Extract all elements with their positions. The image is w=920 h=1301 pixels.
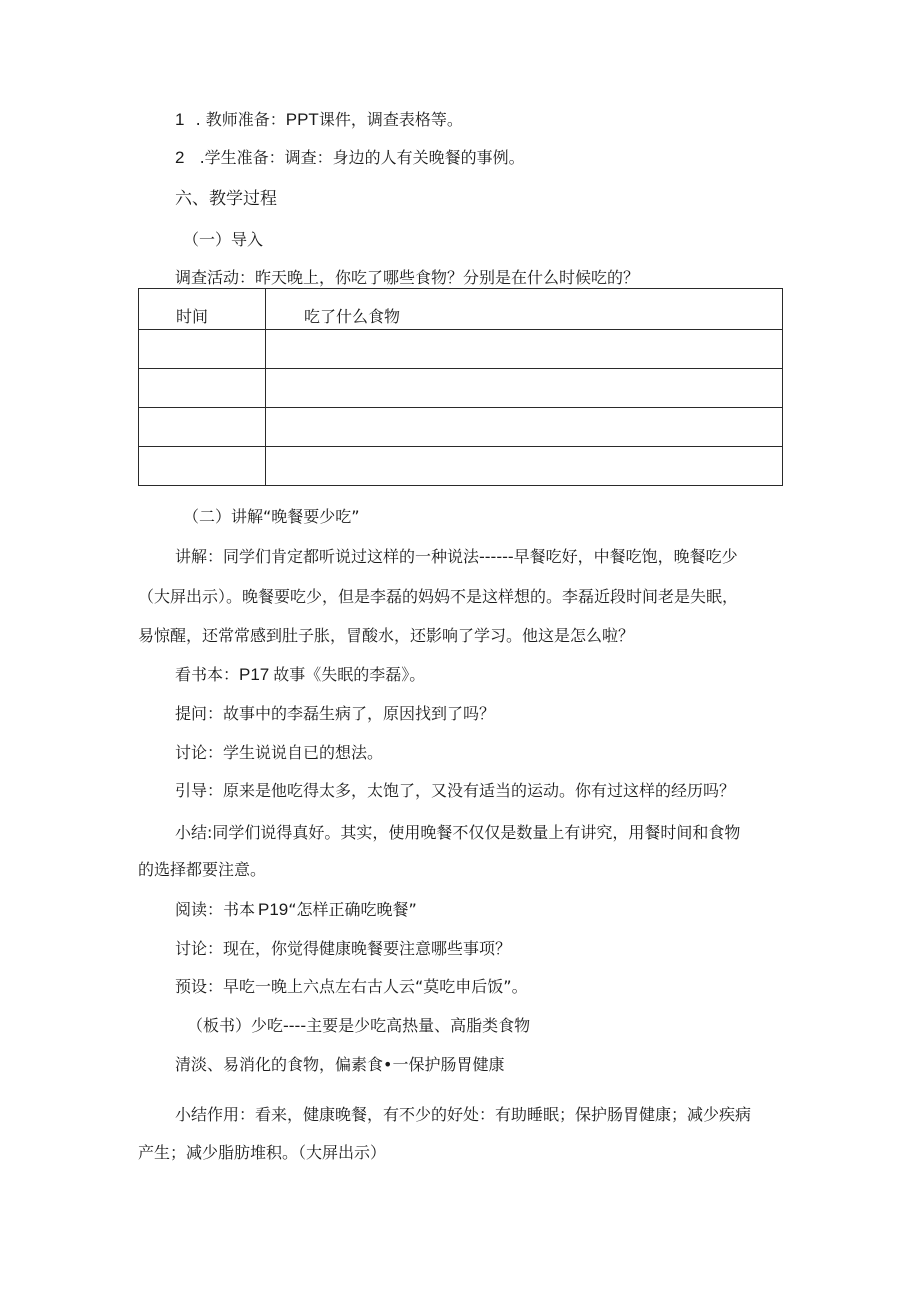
read-book-label: 看书本： [175, 665, 240, 684]
table-cell [266, 447, 783, 486]
reading-title: “怎样正确吃晚餐” [288, 900, 417, 919]
table-row [139, 447, 783, 486]
guide-line: 引导：原来是他吃得太多，太饱了，又没有适当的运动。你有过这样的经历吗？ [175, 781, 736, 800]
explain-line-2: （大屏出示）。晚餐要吃少，但是李磊的妈妈不是这样想的。李磊近段时间老是失眠， [138, 587, 739, 606]
prep-item-1-number: 1 [175, 110, 185, 129]
preset-line: 预设：早吃一晚上六点左右古人云“莫吃申后饭”。 [175, 977, 528, 996]
section-title-teaching-process: 六、教学过程 [175, 189, 277, 209]
summary-2-line-2: 产生；减少脂肪堆积。（大屏出示） [138, 1143, 387, 1162]
survey-table-header-time-label: 时间 [176, 307, 209, 326]
table-cell [266, 408, 783, 447]
discussion-line-2: 讨论：现在，你觉得健康晚餐要注意哪些事项？ [175, 939, 512, 958]
discussion-line-1: 讨论：学生说说自已的想法。 [175, 743, 384, 762]
survey-table-header-food-label: 吃了什么食物 [304, 307, 401, 326]
prep-item-2-text: .学生准备：调查：身边的人有关晚餐的事例。 [199, 148, 525, 167]
reading-page: P19 [258, 900, 289, 919]
table-cell [139, 408, 266, 447]
table-row [139, 330, 783, 369]
explain-line-1: 讲解：同学们肯定都听说过这样的一种说法------早餐吃好，中餐吃饱，晚餐吃少 [175, 547, 738, 566]
prep-item-1-ppt: PPT [285, 110, 319, 129]
reading-label: 阅读：书本 [175, 900, 256, 919]
survey-table-header-row [139, 289, 783, 330]
table-cell [139, 369, 266, 408]
read-book-story: 故事《失眠的李磊》。 [273, 665, 426, 684]
survey-table-header-food [266, 289, 783, 330]
explain-line-3: 易惊醒，还常常感到肚子胀，冒酸水，还影响了学习。他这是怎么啦？ [138, 626, 635, 645]
summary-2-line-1: 小结作用：看来，健康晚餐，有不少的好处：有助睡眠；保护肠胃健康；减少疾病 [175, 1105, 752, 1124]
survey-table [138, 288, 783, 486]
table-cell [266, 369, 783, 408]
prep-item-teacher [175, 110, 463, 130]
light-food-line: 清淡、易消化的食物，偏素食•一保护肠胃健康 [175, 1055, 505, 1074]
prep-item-1-rest: 课件，调查表格等。 [318, 110, 463, 129]
table-row [139, 408, 783, 447]
question-line: 提问：故事中的李磊生病了，原因找到了吗？ [175, 704, 496, 723]
read-book-line [175, 665, 425, 685]
part2-heading: （二）讲解“晚餐要少吃” [183, 507, 360, 526]
board-writing-line: （板书）少吃----主要是少吃高热量、高脂类食物 [187, 1016, 531, 1035]
prep-item-2-number: 2 [175, 148, 185, 167]
summary-1-line-1: 小结:同学们说得真好。其实，使用晚餐不仅仅是数量上有讲究，用餐时间和食物 [175, 823, 741, 842]
survey-table-header-time [139, 289, 266, 330]
table-cell [139, 330, 266, 369]
summary-1-line-2: 的选择都要注意。 [138, 860, 267, 879]
survey-activity-text: 调查活动：昨天晚上，你吃了哪些食物？分别是在什么时候吃的？ [175, 268, 640, 287]
table-row [139, 369, 783, 408]
read-book-page: P17 [239, 665, 270, 684]
table-cell [266, 330, 783, 369]
prep-item-1-label: . 教师准备： [195, 110, 286, 129]
part1-heading: （一）导入 [183, 230, 264, 249]
prep-item-student [175, 148, 525, 168]
reading-line [175, 900, 417, 920]
table-cell [139, 447, 266, 486]
